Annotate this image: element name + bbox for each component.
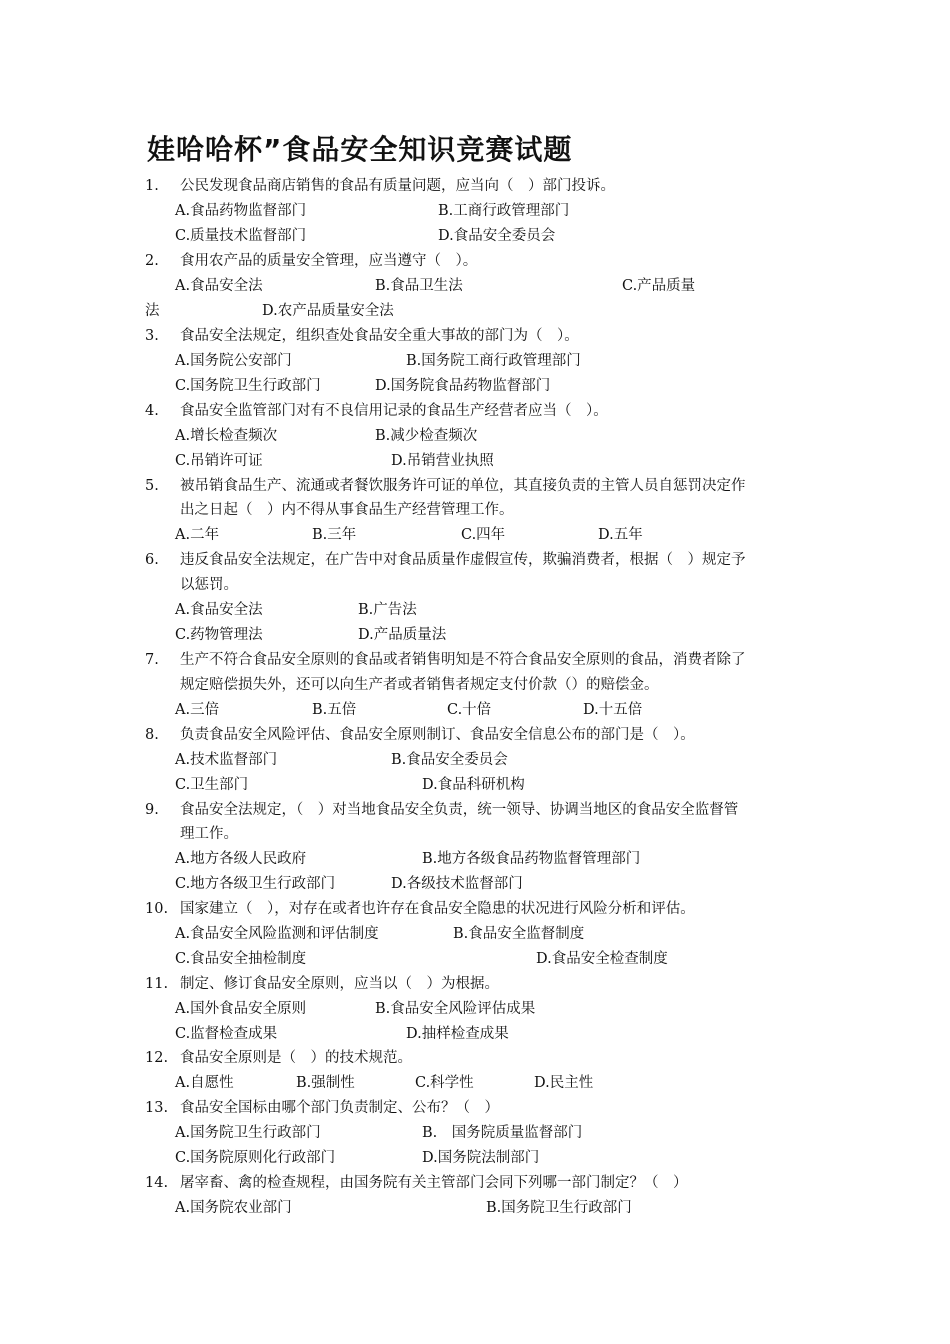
option: C.食品安全抽检制度 xyxy=(175,951,307,967)
option: B.食品安全监督制度 xyxy=(453,926,585,942)
option: D.食品科研机构 xyxy=(422,777,525,793)
option: C.吊销许可证 xyxy=(175,453,263,469)
option: A.地方各级人民政府 xyxy=(175,851,307,867)
question-text: 被吊销食品生产、流通或者餐饮服务许可证的单位，其直接负责的主管人员自惩罚决定作 xyxy=(180,478,746,494)
question-number: 6. xyxy=(145,552,159,568)
question-text: 违反食品安全法规定，在广告中对食品质量作虚假宣传，欺骗消费者，根据（ ）规定予 xyxy=(180,552,746,568)
page-title: 娃哈哈杯”食品安全知识竞赛试题 xyxy=(147,133,573,166)
question-number: 8. xyxy=(145,727,159,743)
question-number: 12. xyxy=(145,1050,169,1066)
option-continuation: 法 xyxy=(145,303,160,319)
question-text: 食品安全法规定，组织查处食品安全重大事故的部门为（ ）。 xyxy=(180,328,579,344)
option: D.五年 xyxy=(598,527,643,543)
option: D.十五倍 xyxy=(583,702,643,718)
option: A.国务院卫生行政部门 xyxy=(175,1125,321,1141)
question-number: 5. xyxy=(145,478,159,494)
question-number: 3. xyxy=(145,328,159,344)
option: C.十倍 xyxy=(447,702,492,718)
option: C.卫生部门 xyxy=(175,777,249,793)
option: B.国务院卫生行政部门 xyxy=(486,1200,632,1216)
option: D.民主性 xyxy=(534,1075,594,1091)
question-text: 以惩罚。 xyxy=(180,577,238,593)
option: D.吊销营业执照 xyxy=(391,453,494,469)
option: B.减少检查频次 xyxy=(375,428,478,444)
question-text: 屠宰畜、禽的检查规程，由国务院有关主管部门会同下列哪一部门制定？（ ） xyxy=(180,1175,688,1191)
option: C.国务院原则化行政部门 xyxy=(175,1150,336,1166)
question-text: 食用农产品的质量安全管理，应当遵守（ ）。 xyxy=(180,253,478,269)
question-text: 制定、修订食品安全原则，应当以（ ）为根据。 xyxy=(180,976,499,992)
question-text: 规定赔偿损失外，还可以向生产者或者销售者规定支付价款（）的赔偿金。 xyxy=(180,677,659,693)
question-number: 11. xyxy=(145,976,169,992)
option: D.国务院食品药物监督部门 xyxy=(375,378,551,394)
option: A.二年 xyxy=(175,527,220,543)
question-text: 国家建立（ ），对存在或者也许存在食品安全隐患的状况进行风险分析和评估。 xyxy=(180,901,695,917)
option: B. 国务院质量监督部门 xyxy=(422,1125,583,1141)
option: A.增长检查频次 xyxy=(175,428,278,444)
option: B.五倍 xyxy=(312,702,357,718)
question-number: 10. xyxy=(145,901,169,917)
option: C.地方各级卫生行政部门 xyxy=(175,876,336,892)
question-number: 7. xyxy=(145,652,159,668)
question-text: 生产不符合食品安全原则的食品或者销售明知是不符合食品安全原则的食品，消费者除了 xyxy=(180,652,746,668)
option: D.产品质量法 xyxy=(358,627,447,643)
option: A.国外食品安全原则 xyxy=(175,1001,307,1017)
option: B.地方各级食品药物监督管理部门 xyxy=(422,851,641,867)
option: D.农产品质量安全法 xyxy=(262,303,394,319)
option: A.食品安全法 xyxy=(175,278,263,294)
question-number: 1. xyxy=(145,178,159,194)
question-text: 负责食品安全风险评估、食品安全原则制订、食品安全信息公布的部门是（ ）。 xyxy=(180,727,695,743)
option: B.国务院工商行政管理部门 xyxy=(406,353,581,369)
question-number: 13. xyxy=(145,1100,169,1116)
option: D.食品安全委员会 xyxy=(438,228,556,244)
option: D.食品安全检查制度 xyxy=(536,951,668,967)
option: A.自愿性 xyxy=(175,1075,234,1091)
question-text: 公民发现食品商店销售的食品有质量问题，应当向（ ）部门投诉。 xyxy=(180,178,615,194)
option: A.技术监督部门 xyxy=(175,752,278,768)
question-text: 食品安全原则是（ ）的技术规范。 xyxy=(180,1050,412,1066)
option: A.食品药物监督部门 xyxy=(175,203,307,219)
question-text: 食品安全国标由哪个部门负责制定、公布？（ ） xyxy=(180,1100,499,1116)
option: C.科学性 xyxy=(415,1075,474,1091)
option: B.三年 xyxy=(312,527,357,543)
option: A.三倍 xyxy=(175,702,220,718)
question-number: 2. xyxy=(145,253,159,269)
option: D.抽样检查成果 xyxy=(406,1026,509,1042)
option: B.工商行政管理部门 xyxy=(438,203,570,219)
option: C.监督检查成果 xyxy=(175,1026,278,1042)
question-text: 食品安全法规定，（ ）对当地食品安全负责，统一领导、协调当地区的食品安全监督管 xyxy=(180,802,739,818)
question-number: 4. xyxy=(145,403,159,419)
option: A.国务院农业部门 xyxy=(175,1200,292,1216)
option: C.国务院卫生行政部门 xyxy=(175,378,321,394)
question-text: 理工作。 xyxy=(180,826,238,842)
option: B.食品卫生法 xyxy=(375,278,463,294)
option: A.食品安全法 xyxy=(175,602,263,618)
option: C.产品质量 xyxy=(622,278,696,294)
option: C.质量技术监督部门 xyxy=(175,228,307,244)
question-number: 9. xyxy=(145,802,159,818)
option: B.食品安全委员会 xyxy=(391,752,508,768)
question-number: 14. xyxy=(145,1175,169,1191)
option: C.四年 xyxy=(461,527,506,543)
option: D.各级技术监督部门 xyxy=(391,876,523,892)
option: D.国务院法制部门 xyxy=(422,1150,540,1166)
option: C.药物管理法 xyxy=(175,627,263,643)
question-text: 出之日起（ ）内不得从事食品生产经营管理工作。 xyxy=(180,502,514,518)
option: B.广告法 xyxy=(358,602,417,618)
option: B.食品安全风险评估成果 xyxy=(375,1001,536,1017)
option: A.食品安全风险监测和评估制度 xyxy=(175,926,379,942)
question-text: 食品安全监管部门对有不良信用记录的食品生产经营者应当（ ）。 xyxy=(180,403,608,419)
option: A.国务院公安部门 xyxy=(175,353,292,369)
option: B.强制性 xyxy=(296,1075,355,1091)
